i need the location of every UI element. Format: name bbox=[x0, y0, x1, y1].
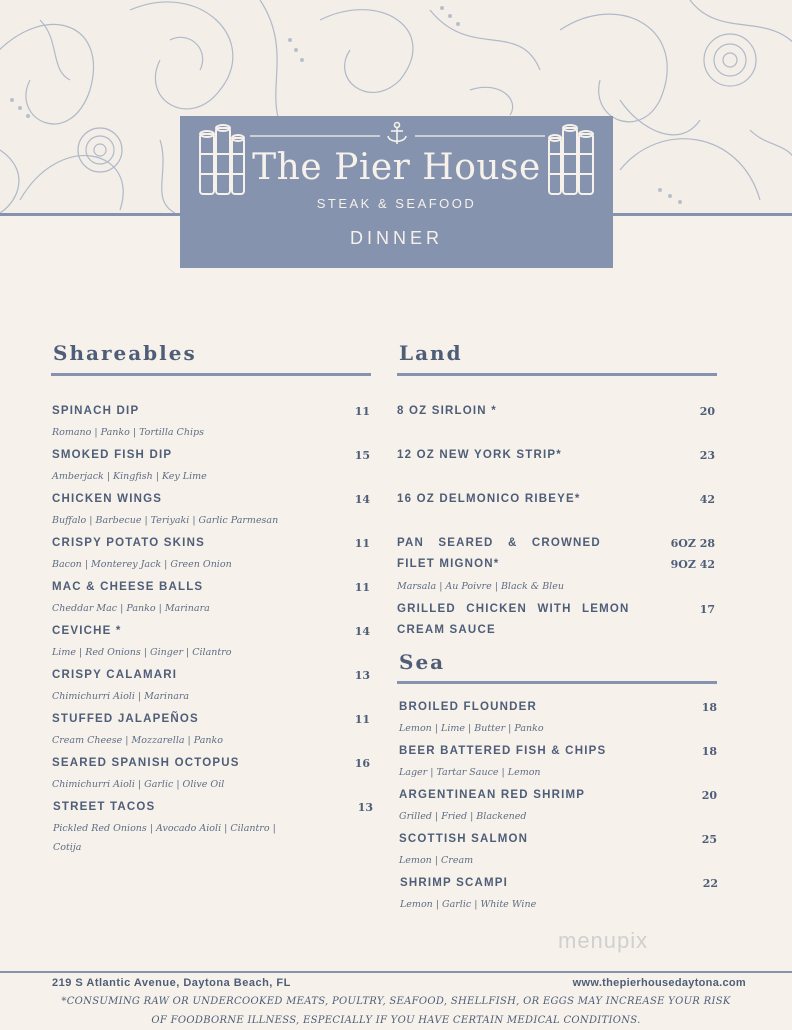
logo-box bbox=[180, 116, 613, 268]
item-description: Cheddar Mac | Panko | Marinara bbox=[52, 603, 210, 614]
item-price: 11 bbox=[354, 713, 370, 726]
item-name: CEVICHE * bbox=[52, 625, 122, 637]
item-price: 11 bbox=[354, 581, 370, 594]
item-price: 17 bbox=[699, 603, 715, 616]
section-title-sea: Sea bbox=[399, 650, 446, 674]
item-price: 11 bbox=[354, 537, 370, 550]
item-name-continued: CREAM SAUCE bbox=[397, 624, 496, 636]
item-price: 13 bbox=[357, 801, 373, 814]
section-rule-shareables bbox=[51, 373, 371, 376]
item-description: Cream Cheese | Mozzarella | Panko bbox=[52, 735, 223, 746]
item-description: Grilled | Fried | Blackened bbox=[399, 811, 527, 822]
item-price: 15 bbox=[354, 449, 370, 462]
item-description: Lemon | Garlic | White Wine bbox=[400, 899, 537, 910]
item-description: Lager | Tartar Sauce | Lemon bbox=[399, 767, 541, 778]
footer-website-link[interactable]: www.thepierhousedaytona.com bbox=[572, 977, 746, 989]
item-name: SCOTTISH SALMON bbox=[399, 833, 529, 845]
item-name: 12 OZ NEW YORK STRIP* bbox=[397, 449, 562, 461]
item-description: Marsala | Au Poivre | Black & Bleu bbox=[397, 581, 564, 592]
item-name: BEER BATTERED FISH & CHIPS bbox=[399, 745, 607, 757]
item-name: SPINACH DIP bbox=[52, 405, 140, 417]
item-price: 11 bbox=[354, 405, 370, 418]
restaurant-name: The Pier House bbox=[252, 147, 541, 188]
item-price: 14 bbox=[354, 493, 370, 506]
item-price: 20 bbox=[701, 789, 717, 802]
divider-line-right bbox=[415, 133, 555, 139]
item-name: CRISPY CALAMARI bbox=[52, 669, 178, 681]
item-price: 6OZ 28 bbox=[670, 537, 715, 550]
section-rule-sea bbox=[397, 681, 717, 684]
item-name: GRILLED CHICKEN WITH LEMON bbox=[397, 603, 630, 615]
item-name: 8 OZ SIRLOIN * bbox=[397, 405, 497, 417]
footer-address: 219 S Atlantic Avenue, Daytona Beach, FL bbox=[52, 977, 291, 989]
item-name: SEARED SPANISH OCTOPUS bbox=[52, 757, 240, 769]
item-name: BROILED FLOUNDER bbox=[399, 701, 538, 713]
item-description: Pickled Red Onions | Avocado Aioli | Cilantro | bbox=[53, 823, 276, 834]
item-price-secondary: 9OZ 42 bbox=[670, 558, 715, 571]
item-name: CRISPY POTATO SKINS bbox=[52, 537, 205, 549]
item-price: 18 bbox=[701, 701, 717, 714]
item-description: Chimichurri Aioli | Garlic | Olive Oil bbox=[52, 779, 225, 790]
item-name: MAC & CHEESE BALLS bbox=[52, 581, 204, 593]
item-price: 13 bbox=[354, 669, 370, 682]
item-description: Bacon | Monterey Jack | Green Onion bbox=[52, 559, 232, 570]
item-name: 16 OZ DELMONICO RIBEYE* bbox=[397, 493, 581, 505]
divider-line-left bbox=[250, 133, 390, 139]
item-description: Lemon | Cream bbox=[399, 855, 474, 866]
item-price: 16 bbox=[354, 757, 370, 770]
item-name: SHRIMP SCAMPI bbox=[400, 877, 509, 889]
item-name: ARGENTINEAN RED SHRIMP bbox=[399, 789, 586, 801]
item-name: STUFFED JALAPEÑOS bbox=[52, 713, 199, 725]
item-description: Romano | Panko | Tortilla Chips bbox=[52, 427, 204, 438]
item-price: 18 bbox=[701, 745, 717, 758]
footer-disclaimer: *CONSUMING RAW OR UNDERCOOKED MEATS, POULTRY, SEAFOOD, SHELLFISH, OR EGGS MAY INCREASE YOUR RISK OF FOODBORNE ILLNESS, ESPECIALLY IF YOU HAVE CERTAIN MEDICAL CONDITIONS. bbox=[61, 996, 731, 1026]
item-name: CHICKEN WINGS bbox=[52, 493, 163, 505]
item-description-continued: Cotija bbox=[53, 842, 82, 853]
item-description: Amberjack | Kingfish | Key Lime bbox=[52, 471, 207, 482]
menu-type: DINNER bbox=[349, 228, 443, 248]
item-price: 22 bbox=[702, 877, 718, 890]
section-rule-land bbox=[397, 373, 717, 376]
item-price: 23 bbox=[699, 449, 715, 462]
item-name: STREET TACOS bbox=[53, 801, 156, 813]
watermark: menupix bbox=[558, 928, 649, 953]
item-description: Chimichurri Aioli | Marinara bbox=[52, 691, 190, 702]
item-name: PAN SEARED & CROWNED bbox=[397, 537, 601, 549]
item-price: 42 bbox=[699, 493, 715, 506]
item-price: 14 bbox=[354, 625, 370, 638]
item-description: Lime | Red Onions | Ginger | Cilantro bbox=[52, 647, 232, 658]
item-price: 25 bbox=[701, 833, 717, 846]
item-name-continued: FILET MIGNON* bbox=[397, 558, 500, 570]
restaurant-tagline: STEAK & SEAFOOD bbox=[316, 196, 477, 211]
item-description: Buffalo | Barbecue | Teriyaki | Garlic Parmesan bbox=[52, 515, 279, 526]
item-name: SMOKED FISH DIP bbox=[52, 449, 173, 461]
section-title-shareables: Shareables bbox=[53, 341, 197, 365]
footer-rule bbox=[0, 971, 792, 973]
item-price: 20 bbox=[699, 405, 715, 418]
section-title-land: Land bbox=[399, 341, 463, 365]
item-description: Lemon | Lime | Butter | Panko bbox=[399, 723, 544, 734]
